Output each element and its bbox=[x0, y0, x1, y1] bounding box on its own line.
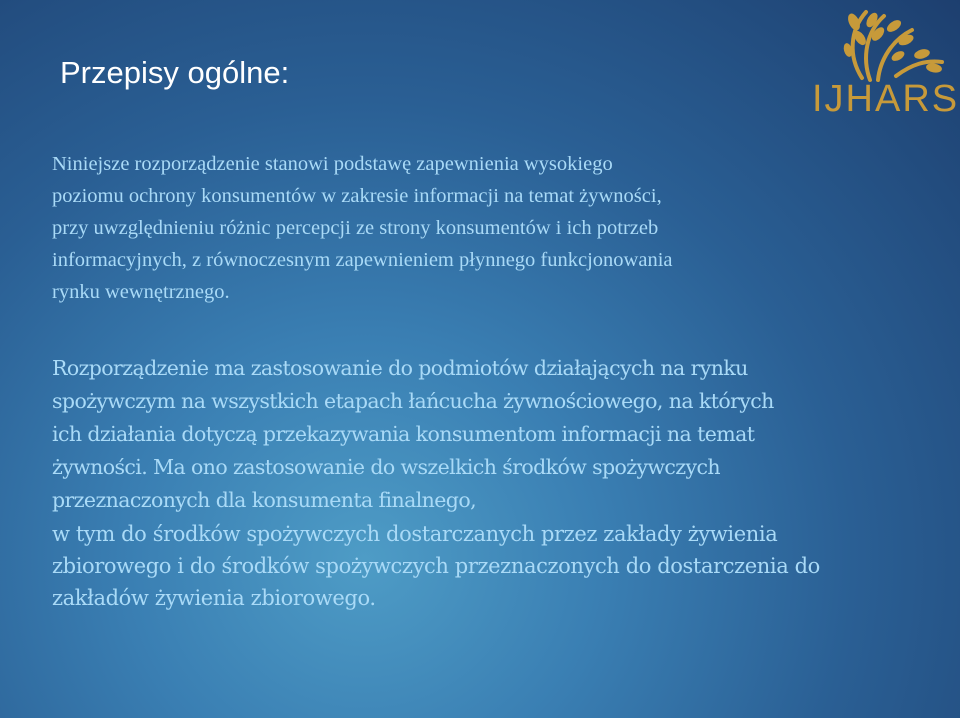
text-line: Niniejsze rozporządzenie stanowi podstawę zapewnienia wysokiego bbox=[52, 153, 613, 175]
paragraph-general-provisions bbox=[52, 148, 922, 308]
ijhars-logo bbox=[800, 0, 960, 130]
text-line: ich działania dotyczą przekazywania konsumentom informacji na temat bbox=[52, 422, 755, 446]
text-line: rynku wewnętrznego. bbox=[52, 281, 230, 303]
text-line: zbiorowego i do środków spożywczych przeznaczonych do dostarczenia do bbox=[52, 554, 820, 578]
text-line: żywności. Ma ono zastosowanie do wszelkich środków spożywczych bbox=[52, 455, 720, 479]
text-line: przeznaczonych dla konsumenta finalnego, bbox=[52, 488, 476, 512]
text-line: zakładów żywienia zbiorowego. bbox=[52, 586, 376, 610]
paragraph-scope bbox=[52, 352, 922, 517]
text-line: przy uwzględnieniu różnic percepcji ze strony konsumentów i ich potrzeb bbox=[52, 217, 659, 239]
wheat-ears-icon bbox=[800, 0, 960, 90]
slide-title: Przepisy ogólne: bbox=[60, 55, 290, 90]
text-line: Rozporządzenie ma zastosowanie do podmiotów działających na rynku bbox=[52, 356, 748, 380]
logo-text: IJHARS bbox=[812, 78, 960, 120]
text-line: spożywczym na wszystkich etapach łańcucha żywnościowego, na których bbox=[52, 389, 774, 413]
text-line: poziomu ochrony konsumentów w zakresie informacji na temat żywności, bbox=[52, 185, 662, 207]
text-line: informacyjnych, z równoczesnym zapewnieniem płynnego funkcjonowania bbox=[52, 249, 673, 271]
text-line: w tym do środków spożywczych dostarczanych przez zakłady żywienia bbox=[52, 522, 778, 546]
paragraph-mass-caterers bbox=[52, 518, 932, 614]
